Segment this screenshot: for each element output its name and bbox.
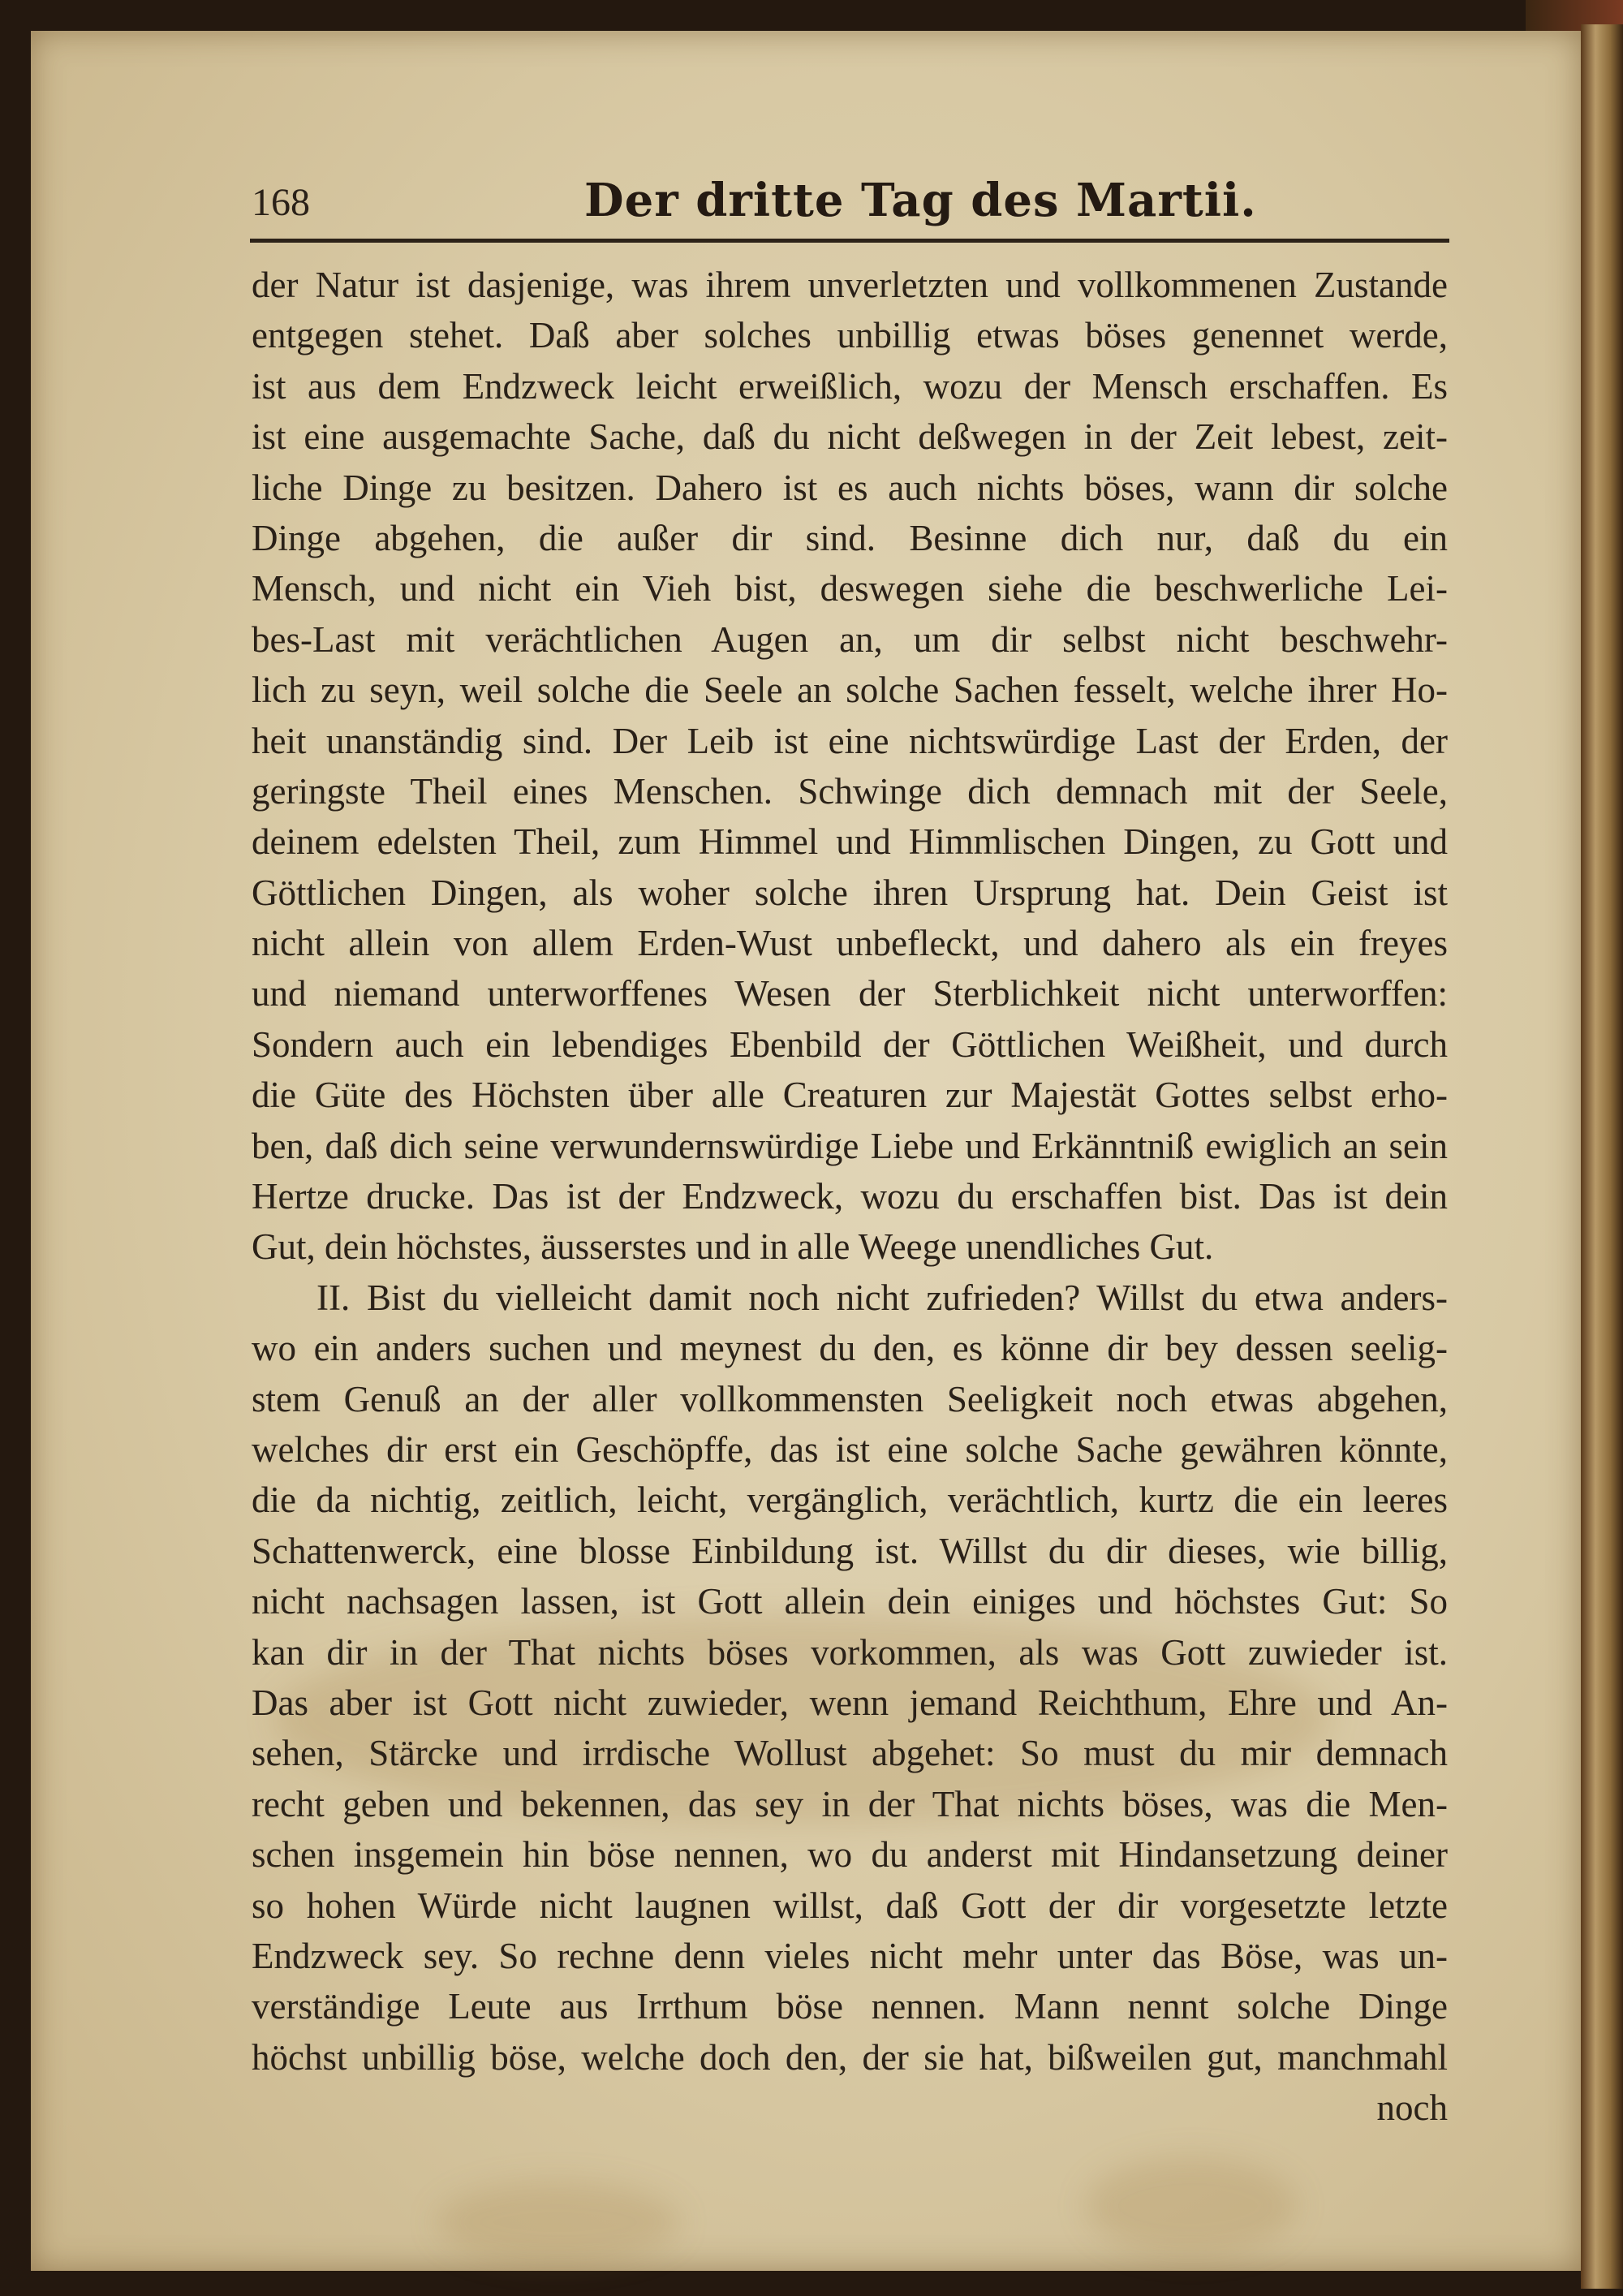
- page-stain: [1086, 2157, 1297, 2255]
- text-line: deinem edelsten Theil, zum Himmel und Himmlischen Dingen, zu Gott und: [252, 821, 1448, 863]
- text-line: geringste Theil eines Menschen. Schwinge dich demnach mit der Seele,: [252, 770, 1448, 812]
- text-line: lich zu seyn, weil solche die Seele an solche Sachen fesselt, welche ihrer Ho-: [252, 670, 1448, 711]
- text-line: Sondern auch ein lebendiges Ebenbild der Göttlichen Weißheit, und durch: [252, 1023, 1448, 1065]
- text-line: Das aber ist Gott nicht zuwieder, wenn jemand Reichthum, Ehre und An-: [252, 1682, 1448, 1723]
- page-number: 168: [252, 181, 310, 224]
- facing-page-edge: [1581, 24, 1623, 2289]
- text-line: schen insgemein hin böse nennen, wo du anderst mit Hindansetzung deiner: [252, 1834, 1448, 1876]
- text-line: liche Dinge zu besitzen. Dahero ist es auch nichts böses, wann dir solche: [252, 467, 1448, 508]
- text-line: die da nichtig, zeitlich, leicht, vergänglich, verächtlich, kurtz die ein leeres: [252, 1480, 1448, 1521]
- text-line: Hertze drucke. Das ist der Endzweck, wozu du erschaffen bist. Das ist dein: [252, 1176, 1448, 1217]
- text-line: so hohen Würde nicht laugnen willst, daß Gott der dir vorgesetzte letzte: [252, 1885, 1448, 1926]
- running-title: Der dritte Tag des Martii.: [584, 174, 1257, 227]
- text-line: und niemand unterworffenes Wesen der Sterblichkeit nicht unterworffen:: [252, 973, 1448, 1014]
- text-line: die Güte des Höchsten über alle Creaturen zur Majestät Gottes selbst erho-: [252, 1075, 1448, 1116]
- text-line: kan dir in der That nichts böses vorkommen, als was Gott zuwieder ist.: [252, 1631, 1448, 1673]
- text-line: ist aus dem Endzweck leicht erweißlich, wozu der Mensch erschaffen. Es: [252, 365, 1448, 407]
- text-line: Göttlichen Dingen, als woher solche ihren Ursprung hat. Dein Geist ist: [252, 872, 1448, 913]
- text-line: II. Bist du vielleicht damit noch nicht zufrieden? Willst du etwa anders-: [316, 1277, 1448, 1318]
- text-line: heit unanständig sind. Der Leib ist eine nichtswürdige Last der Erden, der: [252, 720, 1448, 761]
- text-line: Mensch, und nicht ein Vieh bist, deswegen siehe die beschwerliche Lei-: [252, 568, 1448, 610]
- header-rule: [250, 239, 1449, 243]
- text-line: welches dir erst ein Geschöpffe, das ist eine solche Sache gewähren könnte,: [252, 1428, 1448, 1470]
- page-stain: [437, 2182, 680, 2263]
- text-line: der Natur ist dasjenige, was ihrem unverletzten und vollkommenen Zustande: [252, 265, 1448, 305]
- text-line: Endzweck sey. So rechne denn vieles nicht mehr unter das Böse, was un-: [252, 1935, 1448, 1976]
- text-line: ben, daß dich seine verwundernswürdige Liebe und Erkänntniß ewiglich an sein: [252, 1125, 1448, 1166]
- body-text: [252, 260, 1448, 2133]
- text-line: Dinge abgehen, die außer dir sind. Besinne dich nur, daß du ein: [252, 517, 1448, 558]
- text-line: sehen, Stärcke und irrdische Wollust abgehet: So must du mir demnach: [252, 1733, 1448, 1774]
- text-line: entgegen stehet. Daß aber solches unbillig etwas böses genennet werde,: [252, 315, 1448, 356]
- text-line: stem Genuß an der aller vollkommensten Seeligkeit noch etwas abgehen,: [252, 1378, 1448, 1419]
- text-line: verständige Leute aus Irrthum böse nennen. Mann nennt solche Dinge: [252, 1986, 1448, 2027]
- text-line: bes-Last mit verächtlichen Augen an, um dir selbst nicht beschwehr-: [252, 618, 1448, 660]
- text-line: ist eine ausgemachte Sache, daß du nicht deßwegen in der Zeit lebest, zeit-: [252, 416, 1448, 458]
- text-line: Gut, dein höchstes, äusserstes und in alle Weege unendliches Gut.: [252, 1226, 1214, 1268]
- text-line: recht geben und bekennen, das sey in der That nichts böses, was die Men-: [252, 1783, 1448, 1824]
- text-line: nicht allein von allem Erden-Wust unbefleckt, und dahero als ein freyes: [252, 923, 1448, 964]
- catchword: noch: [1376, 2087, 1448, 2129]
- text-line: wo ein anders suchen und meynest du den, es könne dir bey dessen seelig-: [252, 1328, 1448, 1369]
- text-line: nicht nachsagen lassen, ist Gott allein dein einiges und höchstes Gut: So: [252, 1581, 1448, 1622]
- text-line: höchst unbillig böse, welche doch den, der sie hat, bißweilen gut, manchmahl: [252, 2036, 1448, 2078]
- text-line: Schattenwerck, eine blosse Einbildung ist. Willst du dir dieses, wie billig,: [252, 1530, 1448, 1571]
